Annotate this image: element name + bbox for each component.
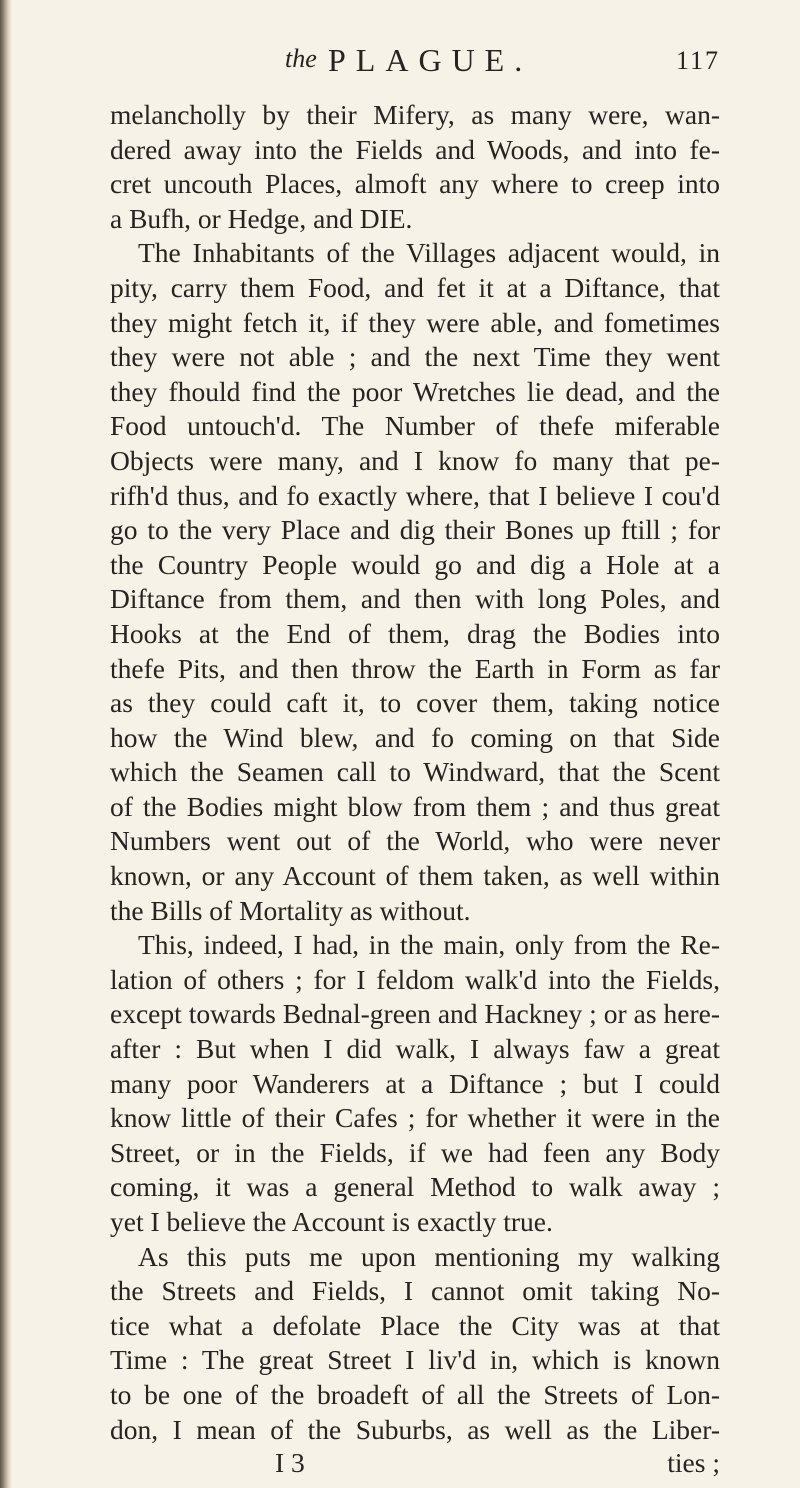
running-head-title: PLAGUE.: [328, 42, 533, 78]
page-number: 117: [675, 46, 720, 75]
text-line: dered away into the Fields and Woods, and into fe-: [110, 133, 720, 165]
text-line: This, indeed, I had, in the main, only from the Re-: [138, 929, 720, 961]
text-line: the Country People would go and dig a Hole at a: [110, 548, 720, 580]
text-line: know little of their Cafes ; for whether it were in the: [110, 1102, 720, 1134]
text-line: many poor Wanderers at a Diftance ; but I could: [110, 1067, 720, 1099]
text-line: which the Seamen call to Windward, that the Scent: [110, 756, 720, 788]
text-line: how the Wind blew, and fo coming on that Side: [110, 721, 720, 753]
text-line: after : But when I did walk, I always faw a great: [110, 1033, 720, 1065]
text-line: Diftance from them, and then with long Poles, and: [110, 583, 720, 615]
text-line: Numbers went out of the World, who were never: [110, 825, 720, 857]
text-line: except towards Bednal-green and Hackney ; or as here-: [110, 998, 720, 1030]
text-line: they fhould find the poor Wretches lie dead, and the: [110, 375, 720, 407]
text-line: they might fetch it, if they were able, and fometimes: [110, 306, 720, 338]
catchword: ties ;: [667, 1447, 720, 1479]
running-head: [110, 40, 720, 98]
text-line: Time : The great Street I liv'd in, which is known: [110, 1344, 720, 1376]
signature-mark: I 3: [275, 1447, 305, 1479]
text-line: don, I mean of the Suburbs, as well as the Liber-: [110, 1413, 720, 1445]
text-line: Hooks at the End of them, drag the Bodies into: [110, 617, 720, 649]
text-line: they were not able ; and the next Time they went: [110, 341, 720, 373]
page-binding-edge: [0, 0, 12, 1488]
text-line: the Bills of Mortality as without.: [110, 894, 471, 926]
text-line: cret uncouth Places, almoft any where to creep into: [110, 168, 720, 200]
body-text: [110, 98, 720, 1447]
text-line: the Streets and Fields, I cannot omit taking No-: [110, 1275, 720, 1307]
text-line: as they could caft it, to cover them, taking notice: [110, 687, 720, 719]
text-line: thefe Pits, and then throw the Earth in Form as far: [110, 652, 720, 684]
running-head-article: the: [285, 44, 317, 73]
text-line: rifh'd thus, and fo exactly where, that I believe I cou'd: [110, 479, 720, 511]
text-line: tice what a defolate Place the City was at that: [110, 1309, 720, 1341]
text-line: Objects were many, and I know fo many that pe-: [110, 444, 720, 476]
page-footer: [110, 1447, 720, 1481]
text-line: coming, it was a general Method to walk away ;: [110, 1171, 720, 1203]
text-line: a Bufh, or Hedge, and DIE.: [110, 202, 413, 234]
book-page: [110, 40, 720, 1481]
text-line: Food untouch'd. The Number of thefe miferable: [110, 410, 720, 442]
text-line: Street, or in the Fields, if we had feen any Body: [110, 1136, 720, 1168]
text-line: The Inhabitants of the Villages adjacent would, in: [138, 237, 720, 269]
text-line: known, or any Account of them taken, as well within: [110, 860, 720, 892]
text-line: As this puts me upon mentioning my walking: [138, 1240, 720, 1272]
text-line: of the Bodies might blow from them ; and thus great: [110, 790, 720, 822]
text-line: melancholly by their Mifery, as many were, wan-: [110, 99, 720, 130]
text-line: to be one of the broadeft of all the Streets of Lon-: [110, 1378, 720, 1410]
text-line: lation of others ; for I feldom walk'd into the Fields,: [110, 963, 720, 995]
text-line: pity, carry them Food, and fet it at a Diftance, that: [110, 271, 720, 303]
text-line: go to the very Place and dig their Bones up ftill ; for: [110, 514, 720, 546]
text-line: yet I believe the Account is exactly true.: [110, 1206, 553, 1237]
